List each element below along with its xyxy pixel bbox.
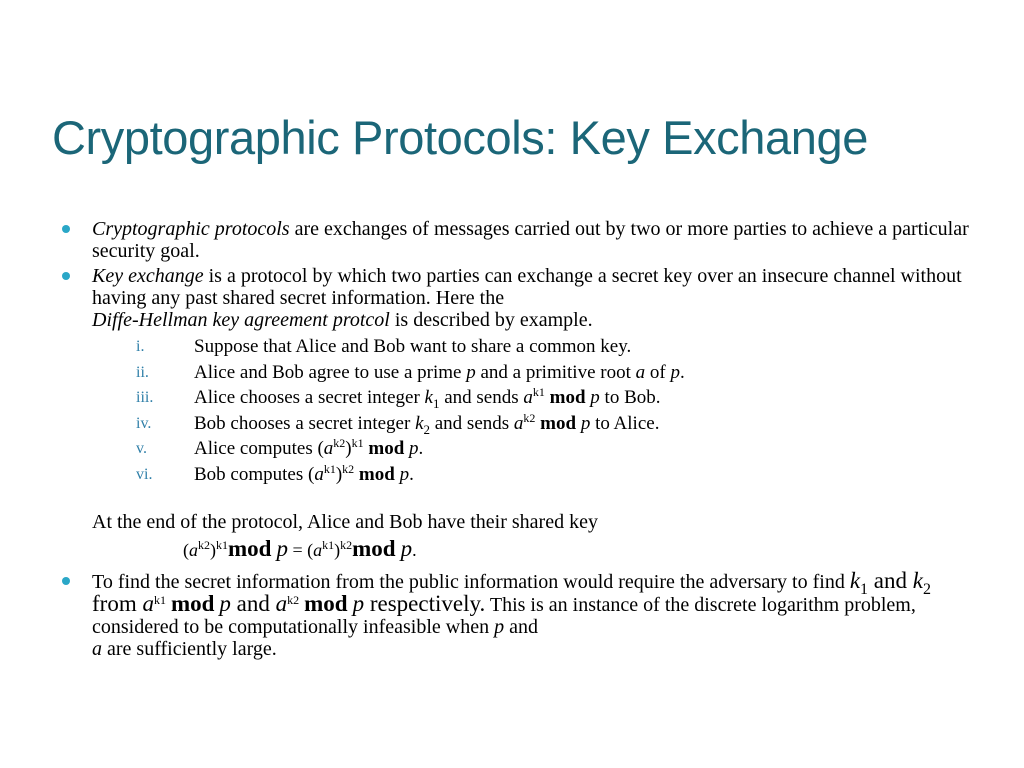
step-number: iii. <box>136 389 154 406</box>
step-text: to Alice. <box>590 412 660 434</box>
term-cryptographic-protocols: Cryptographic protocols <box>92 218 290 240</box>
step-number: v. <box>136 440 147 457</box>
superscript: k1 <box>322 538 335 552</box>
var-a: a <box>275 591 288 616</box>
superscript: k1 <box>153 593 166 607</box>
superscript: k1 <box>532 385 545 399</box>
bullet-text: This is an instance of the discrete logarithm problem, considered to be computationally infeasible when <box>92 594 916 638</box>
var-a: a <box>313 540 323 560</box>
mod-operator: mod <box>368 438 405 459</box>
bullet-discrete-log <box>58 570 978 660</box>
var-p: p <box>494 616 505 638</box>
slide-content <box>58 218 978 663</box>
bullet-text: are sufficiently large. <box>102 638 277 660</box>
step-item <box>92 436 978 462</box>
step-text: of <box>645 361 671 383</box>
protocol-steps <box>92 334 978 487</box>
period: . <box>418 438 424 459</box>
var-a: a <box>635 361 646 383</box>
conclusion-text: At the end of the protocol, Alice and Bob have their shared key <box>92 511 598 533</box>
bullet-text: is described by example. <box>389 309 593 331</box>
superscript: k2 <box>340 538 353 552</box>
superscript: k2 <box>523 410 536 425</box>
bullet-text: and <box>230 591 276 616</box>
paren-open: ( <box>307 540 314 560</box>
step-item <box>92 462 978 488</box>
period: . <box>409 463 414 485</box>
paren-close: ) <box>345 438 352 459</box>
paren-close: ) <box>210 540 216 560</box>
step-item <box>92 411 978 437</box>
equals-sign: = <box>287 540 308 560</box>
step-text: Bob computes ( <box>194 463 315 485</box>
var-p: p <box>399 463 410 485</box>
step-text: and sends <box>430 412 514 434</box>
subscript: 2 <box>423 421 430 437</box>
bullet-dot-icon <box>62 577 70 585</box>
var-k: k <box>415 412 424 434</box>
step-number: vi. <box>136 465 153 483</box>
mod-operator: mod <box>549 387 586 408</box>
superscript: k1 <box>216 538 228 552</box>
var-a: a <box>314 463 324 485</box>
var-k: k <box>424 387 433 408</box>
superscript: k2 <box>333 436 346 450</box>
bullet-text: respectively. <box>364 591 486 616</box>
bullet-text: To find the secret information from the public information would require the adversary to find <box>92 571 850 593</box>
step-text: Alice and Bob agree to use a prime <box>194 361 467 383</box>
var-p: p <box>276 536 288 561</box>
period: . <box>412 540 417 560</box>
bullet-cryptographic-protocols <box>58 218 978 262</box>
var-a: a <box>92 638 102 660</box>
var-p: p <box>580 412 591 434</box>
step-text: Bob chooses a secret integer <box>194 412 416 434</box>
bullet-text: from <box>92 591 143 616</box>
paren-close: ) <box>335 463 343 485</box>
mod-operator: mod <box>170 591 215 616</box>
var-a: a <box>523 387 533 408</box>
mod-operator: mod <box>304 591 348 616</box>
step-text: . <box>679 361 685 383</box>
mod-operator: mod <box>228 536 272 561</box>
var-p: p <box>219 591 231 616</box>
superscript: k1 <box>351 436 364 450</box>
step-text: Alice computes ( <box>194 438 324 459</box>
step-item <box>92 334 978 360</box>
paren-close: ) <box>334 540 341 560</box>
subscript: 1 <box>432 396 440 411</box>
var-a: a <box>513 412 524 434</box>
subscript: 1 <box>860 581 869 598</box>
var-k: k <box>912 568 923 593</box>
bullet-key-exchange <box>58 265 978 487</box>
superscript: k1 <box>323 461 336 476</box>
paren-open: ( <box>183 540 189 560</box>
step-item <box>92 385 978 411</box>
bullet-dot-icon <box>62 225 70 233</box>
step-text: Alice chooses a secret integer <box>194 387 425 408</box>
step-number: iv. <box>136 414 152 432</box>
superscript: k2 <box>287 593 300 607</box>
step-number: i. <box>136 338 145 355</box>
var-p: p <box>466 361 476 383</box>
var-a: a <box>189 540 198 560</box>
mod-operator: mod <box>358 463 395 485</box>
bullet-dot-icon <box>62 272 70 280</box>
mod-operator: mod <box>540 412 577 434</box>
bullet-text: and <box>504 616 538 638</box>
var-p: p <box>409 438 419 459</box>
var-p: p <box>352 591 365 616</box>
step-number: ii. <box>136 363 149 381</box>
bullet-text: are exchanges of messages carried out by two or more parties to achieve a particular security goal. <box>92 218 969 262</box>
subscript: 2 <box>922 581 931 598</box>
step-text: and a primitive root <box>475 361 636 383</box>
var-k: k <box>849 568 861 593</box>
var-p: p <box>670 361 680 383</box>
bullet-text: and <box>868 568 913 593</box>
step-text: to Bob. <box>599 387 661 408</box>
term-key-exchange: Key exchange <box>92 265 204 287</box>
superscript: k2 <box>198 538 210 552</box>
var-p: p <box>590 387 600 408</box>
bullet-text: is a protocol by which two parties can exchange a secret key over an insecure channel without having any past shared secret information. Here the <box>92 265 962 309</box>
var-a: a <box>142 591 154 616</box>
step-item <box>92 360 978 386</box>
step-text: and sends <box>439 387 524 408</box>
step-text: Suppose that Alice and Bob want to share a common key. <box>194 336 632 357</box>
slide-title: Cryptographic Protocols: Key Exchange <box>52 111 868 164</box>
superscript: k2 <box>342 461 355 476</box>
var-a: a <box>323 438 334 459</box>
var-p: p <box>400 536 413 561</box>
shared-key-formula <box>183 537 978 562</box>
mod-operator: mod <box>352 536 396 561</box>
term-diffie-hellman: Diffe-Hellman key agreement protcol <box>92 309 390 331</box>
